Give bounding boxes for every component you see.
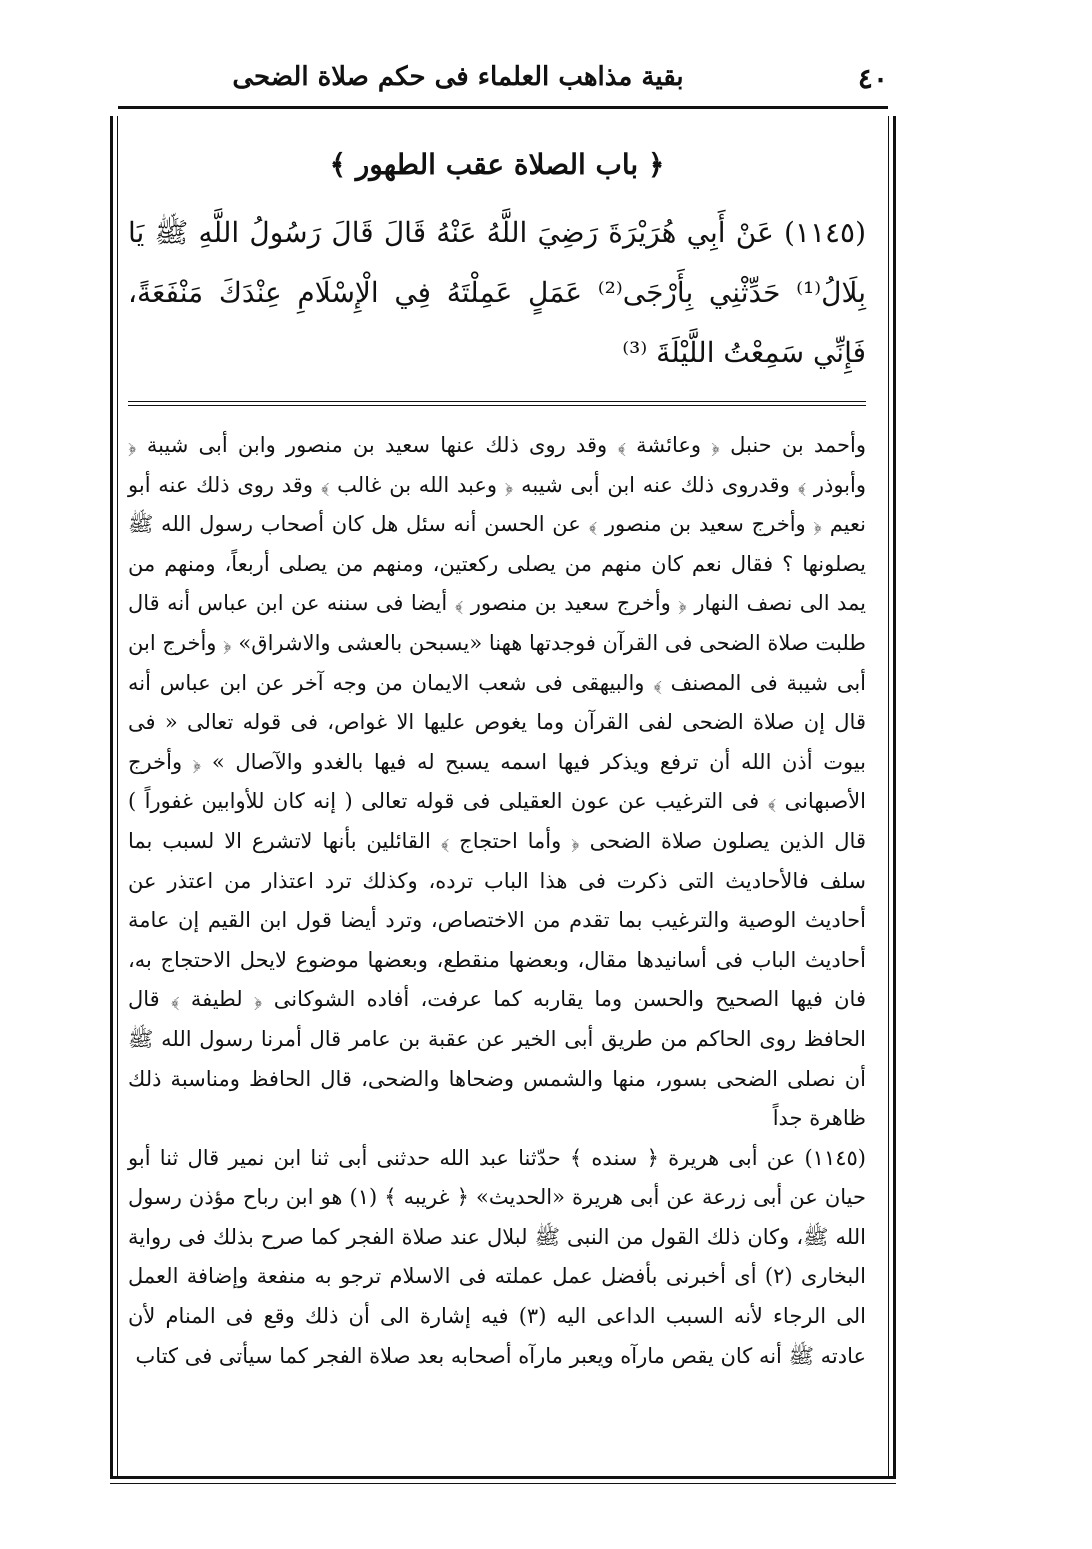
page-content xyxy=(128,130,866,1376)
page-header xyxy=(118,62,888,106)
section-separator xyxy=(128,401,866,406)
page-number: ٤٠ xyxy=(857,62,888,95)
commentary-paragraph: (١١٤٥) عن أبى هريرة ﴿ سنده ﴾ حدّثنا عبد الله حدثنى أبى ثنا ابن نمير قال ثنا أبو حيان عن أبى زرعة عن أبى هريرة «الحديث» ﴿ غريبه ﴾ (١) هو ابن رباح مؤذن رسول الله ﷺ، وكان ذلك القول من النبى ﷺ لبلال عند صلاة الفجر كما صرح بذلك فى رواية البخارى (٢) أى أخبرنى بأفضل عمل عملته فى الاسلام ترجو به منفعة وإضافة العمل الى الرجاء لأنه السبب الداعى اليه (٣) فيه إشارة الى أن ذلك وقع فى المنام لأن عادته ﷺ أنه كان يقص مارآه ويعبر مارآه أصحابه بعد صلاة الفجر كما سيأتى فى كتاب xyxy=(128,1145,867,1368)
bottom-rules xyxy=(110,1476,896,1484)
header-rule xyxy=(118,106,888,109)
hadith-text: (١١٤٥) عَنْ أَبِي هُرَيْرَةَ رَضِيَ اللَّهُ عَنْهُ قَالَ قَالَ رَسُولُ اللَّهِ ﷺ يَا بِلَالُ⁽¹⁾ حَدِّثْنِي بِأَرْجَى⁽²⁾ عَمَلٍ عَمِلْتَهُ فِي الْإِسْلَامِ عِنْدَكَ مَنْفَعَةً، فَإِنِّي سَمِعْتُ اللَّيْلَةَ ⁽³⁾ xyxy=(128,216,866,369)
commentary xyxy=(128,426,866,1376)
commentary-paragraph: وأحمد بن حنبل ﴿ وعائشة ﴾ وقد روى ذلك عنها سعيد بن منصور وابن أبى شيبة ﴿ وأبوذر ﴾ وقدروى ذلك عنه ابن أبى شيبه ﴿ وعبد الله بن غالب ﴾ وقد روى ذلك عنه أبو نعيم ﴿ وأخرج سعيد بن منصور ﴾ عن الحسن أنه سئل هل كان أصحاب رسول الله ﷺ يصلونها ؟ فقال نعم كان منهم من يصلى ركعتين، ومنهم من يصلى أربعاً، ومنهم من يمد الى نصف النهار ﴿ وأخرج سعيد بن منصور ﴾ أيضا فى سننه عن ابن عباس أنه قال طلبت صلاة الضحى فى القرآن فوجدتها ههنا «يسبحن بالعشى والاشراق» ﴿ وأخرج ابن أبى شيبة فى المصنف ﴾ والبيهقى فى شعب الايمان من وجه آخر عن ابن عباس أنه قال إن صلاة الضحى لفى القرآن وما يغوص عليها الا غواص، فى قوله تعالى « فى بيوت أذن الله أن ترفع ويذكر فيها اسمه يسبح له فيها بالغدو والآصال » ﴿ وأخرج الأصبهانى ﴾ فى الترغيب عن عون العقيلى فى قوله تعالى ( إنه كان للأوابين غفوراً ) قال الذين يصلون صلاة الضحى ﴿ وأما احتجاج ﴾ القائلين بأنها لاتشرع الا لسبب بما سلف فالأحاديث التى ذكرت فى هذا الباب ترده، وكذلك ترد اعتذار من اعتذر عن أحاديث الوصية والترغيب بما تقدم من الاختصاص، وترد أيضا قول ابن القيم إن عامة أحاديث الباب فى أسانيدها مقال، وبعضها منقطع، وبعضها موضوع لايحل الاحتجاج به، فان فيها الصحيح والحسن وما يقاربه كما عرفت، أفاده الشوكانى ﴿ لطيفة ﴾ قال الحافظ روى الحاكم من طريق أبى الخير عن عقبة بن عامر قال أمرنا رسول الله ﷺ أن نصلى الضحى بسور، منها والشمس وضحاها والضحى، قال الحافظ ومناسبة ذلك ظاهرة جداً xyxy=(128,433,866,1131)
running-title: بقية مذاهب العلماء فى حكم صلاة الضحى xyxy=(232,62,684,92)
chapter-title: ﴿ باب الصلاة عقب الطهور ﴾ xyxy=(329,148,665,181)
